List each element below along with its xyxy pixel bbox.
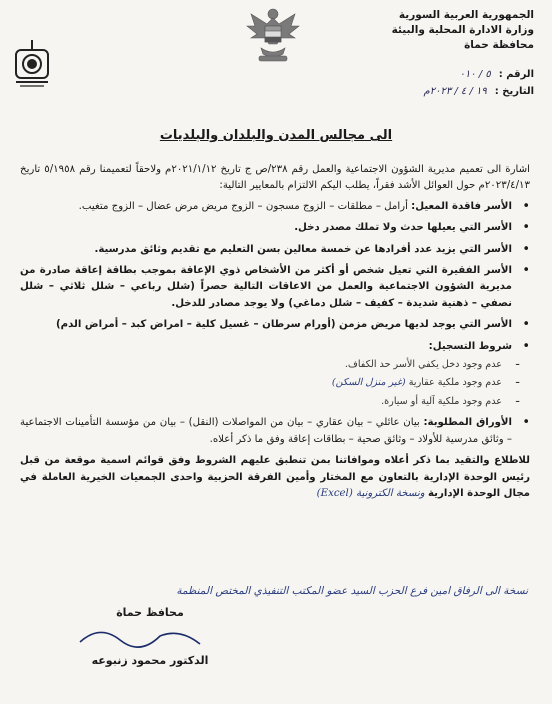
list-item — [20, 339, 516, 411]
registration-heading: شروط التسجيل: — [428, 340, 512, 352]
syrian-eagle-emblem-icon — [243, 4, 303, 66]
date-label: التاريخ : — [494, 86, 534, 97]
signatory-title: محافظ حماة — [116, 606, 184, 619]
signatory-name: الدكتور محمود زنبوعه — [91, 654, 209, 667]
signature-icon — [60, 622, 240, 652]
registration-list — [20, 357, 512, 410]
criteria-list — [20, 199, 530, 448]
list-item: • الأوراق المطلوبة: بيان عائلي – بيان عقاري – بيان من المواصلات (النقل) – بيان من مؤسسة التأمينات الاجتماعية – وثائق مدرسية للأولاد – وثائق صحية – بطاقات إعاقة وفق ما ذكر أعلاه. — [20, 415, 516, 448]
letterhead — [384, 8, 534, 53]
signature-block — [60, 604, 240, 670]
letter-title: الى مجالس المدن والبلدان والبلديات — [159, 128, 393, 143]
list-item: • الأسر الفقيرة التي تعيل شخص أو أكثر من الأشخاص ذوي الإعاقة بموجب بطاقة إعاقة صادرة من مديرية الشؤون الاجتماعية والعمل من الاعاقات التالية حصراً (شلل رباعي – شلل ثلاثي – شلل نصفي – ذهنية شديدة – كفيف – شلل دماغي) ولا يوجد مصادر للدخل. — [20, 263, 516, 312]
intro-paragraph: اشارة الى تعميم مديرية الشؤون الاجتماعية والعمل رقم ٢٣٨/ص ج تاريخ ٢٠٢١/١/١٢م ولاحقاً لتعميمنا رقم ٥/١٩٥٨ تاريخ ٢٠٢٣/٤/١٣م حول العوائل الأشد فقراً، يطلب اليكم الالتزام بالمعايير التالية: — [20, 164, 530, 192]
closing-paragraph: للاطلاع والتقيد بما ذكر أعلاه وموافاتنا بمن تنطبق عليهم الشروط وفق قوائم اسمية موقعة من قبل رئيس الوحدة الإدارية بالتعاون مع المختار وأمين الفرقة الحزبية واحدى الجمعيات الخيرية العاملة في مجال الوحدة الإدارية ونسخة الكترونية (Excel) — [20, 455, 530, 499]
letterhead-line: الجمهورية العربية السورية — [398, 9, 534, 21]
list-item: • الأسر فاقدة المعيل: أرامل – مطلقات – الزوج مسجون – الزوج مريض مرض عضال – الزوج متغيب. — [20, 199, 516, 215]
governorate-logo-icon — [12, 38, 52, 90]
list-item: • الأسر التي يعيلها حدث ولا تملك مصدر دخل. — [20, 220, 516, 236]
list-item: - عدم وجود دخل يكفي الأسر حد الكفاف. — [20, 357, 506, 373]
handwritten-copy-note: نسخة الى الرفاق امين فرع الحزب السيد عضو المكتب التنفيذي المختص المنظمة — [176, 585, 528, 597]
list-item: - عدم وجود ملكية عقارية (غير منزل السكن) — [20, 375, 506, 391]
ref-label: الرقم : — [498, 69, 534, 80]
letterhead-line: محافظة حماة — [464, 39, 534, 51]
signature-scribble — [60, 622, 240, 652]
handwritten-excel-note: ونسخة الكترونية (Excel) — [316, 487, 425, 499]
letterhead-line: وزارة الادارة المحلية والبيئة — [391, 24, 534, 36]
list-item: • الأسر التي يوجد لديها مريض مزمن (أورام سرطان – غسيل كلية – امراض كبد – أمراض الدم) — [20, 317, 516, 333]
date-value: ١٩ / ٤ / ٢٠٢٣م — [423, 86, 487, 97]
reference-block — [364, 66, 534, 100]
ref-value: ٥ / ٠١٠ — [459, 69, 491, 80]
list-item: • الأسر التي يزيد عدد أفرادها عن خمسة معالين بسن التعليم مع تقديم وثائق مدرسية. — [20, 242, 516, 258]
handwritten-note: (غير منزل السكن) — [331, 377, 406, 389]
list-item: - عدم وجود ملكية آلية أو سيارة. — [20, 394, 506, 410]
letter-body — [20, 162, 530, 506]
